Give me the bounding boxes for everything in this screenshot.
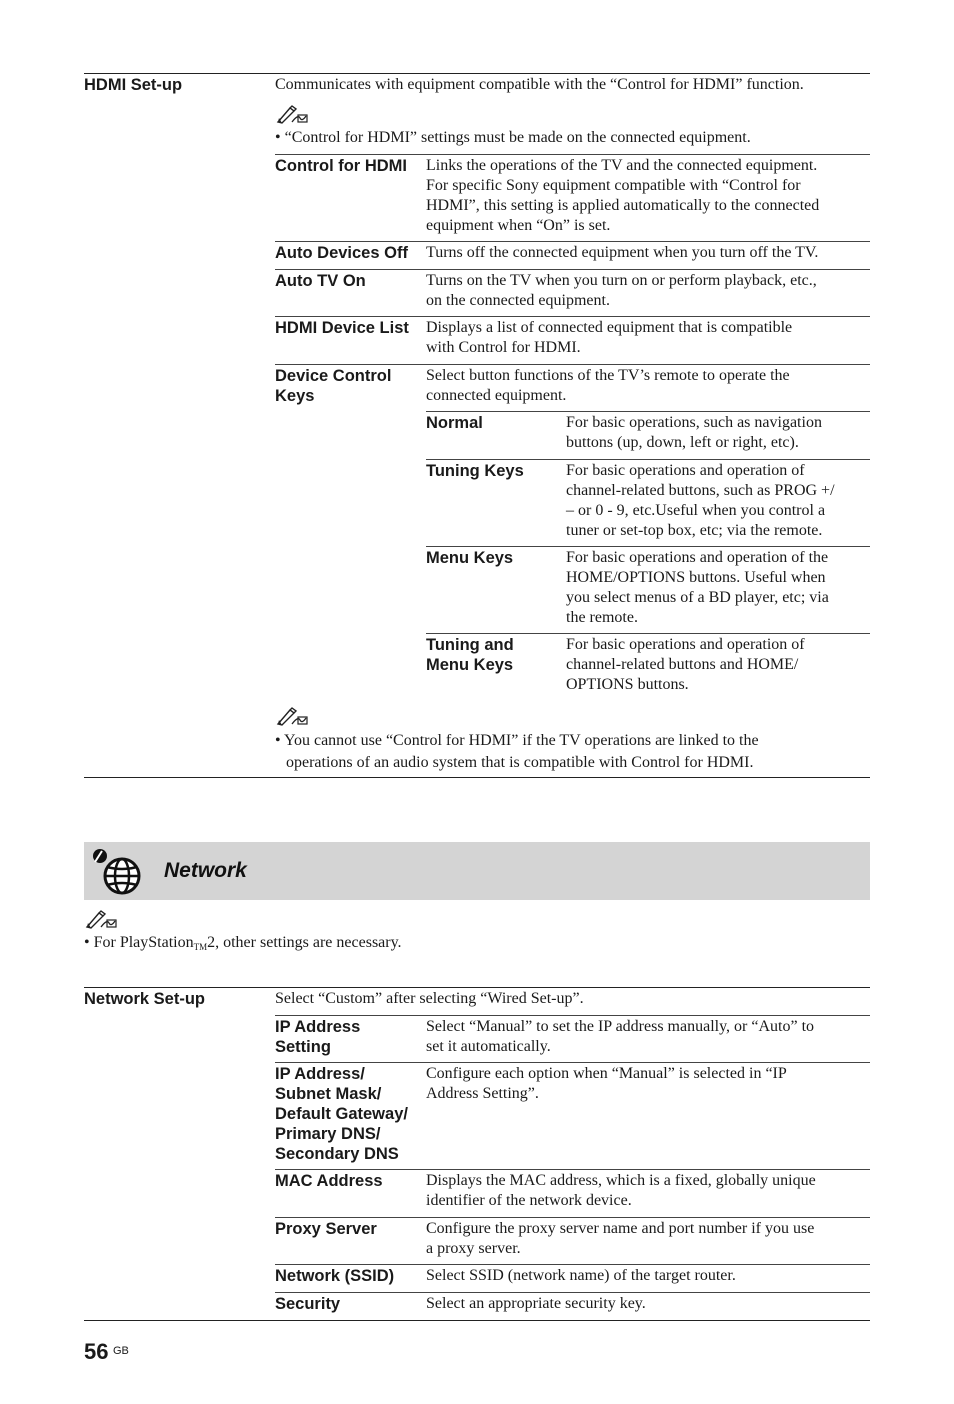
trademark-sub: TM [193,942,208,952]
desc-line: on the connected equipment. [426,292,610,309]
row-divider [275,1264,870,1265]
row-divider [275,154,870,155]
label-normal: Normal [426,414,483,432]
label-line: Keys [275,387,315,405]
row-divider [275,1217,870,1218]
label-hdmi-device-list: HDMI Device List [275,319,409,337]
hdmi-note-1: • “Control for HDMI” settings must be made on the connected equipment. [275,129,751,146]
desc-line: the remote. [566,609,638,626]
desc-line: Displays the MAC address, which is a fixed, globally unique [426,1172,816,1189]
desc-tuning-and-menu-keys [566,635,805,695]
label-line: Default Gateway/ [275,1105,408,1123]
desc-line: Turns on the TV when you turn on or perform playback, etc., [426,272,817,289]
hdmi-top-rule [84,73,870,74]
label-ip-address-setting [275,1017,360,1057]
desc-line: HDMI”, this setting is applied automatically to the connected [426,197,820,214]
desc-line: HOME/OPTIONS buttons. Useful when [566,569,826,586]
label-ip-subnet-gateway-dns [275,1064,408,1164]
network-bottom-rule [84,1320,870,1321]
desc-line: Links the operations of the TV and the connected equipment. [426,157,818,174]
desc-auto-tv-on [426,271,817,311]
label-line: Tuning and [426,636,514,654]
note-pencil-icon [85,909,119,929]
hdmi-bottom-rule [84,777,870,778]
desc-line: – or 0 - 9, etc.Useful when you control a [566,502,826,519]
desc-line: equipment when “On” is set. [426,217,611,234]
network-setup-label: Network Set-up [84,990,206,1008]
subrow-divider [426,459,870,460]
desc-line: tuner or set-top box, etc; via the remote. [566,522,823,539]
desc-security: Select an appropriate security key. [426,1295,646,1312]
desc-line: Select button functions of the TV’s remote to operate the [426,367,790,384]
row-divider [275,1169,870,1170]
note-text: 2, other settings are necessary. [207,934,402,951]
label-line: Subnet Mask/ [275,1085,382,1103]
desc-line: For basic operations and operation of the [566,549,829,566]
desc-hdmi-device-list [426,318,792,358]
desc-line: set it automatically. [426,1038,551,1055]
desc-auto-devices-off: Turns off the connected equipment when you turn off the TV. [426,244,819,261]
row-divider [275,1292,870,1293]
network-note [84,933,402,957]
row-divider [275,269,870,270]
desc-line: buttons (up, down, left or right, etc). [566,434,799,451]
desc-menu-keys [566,548,829,628]
label-tuning-and-menu-keys [426,635,514,675]
label-network-ssid: Network (SSID) [275,1267,395,1285]
network-section-banner [84,842,870,900]
desc-tuning-keys [566,461,835,541]
note-line: operations of an audio system that is compatible with Control for HDMI. [286,754,754,771]
label-proxy-server: Proxy Server [275,1220,377,1238]
label-auto-devices-off: Auto Devices Off [275,244,408,262]
desc-line: channel-related buttons, such as PROG +/ [566,482,835,499]
row-divider [275,316,870,317]
label-control-for-hdmi: Control for HDMI [275,157,407,175]
desc-line: OPTIONS buttons. [566,676,689,693]
note-pencil-icon [276,104,310,124]
label-line: Setting [275,1038,331,1056]
row-divider [275,1015,870,1016]
row-divider [275,241,870,242]
desc-line: For basic operations, such as navigation [566,414,822,431]
desc-line: you select menus of a BD player, etc; via [566,589,829,606]
subrow-divider [426,546,870,547]
network-top-rule [84,987,870,988]
desc-ip-address-setting [426,1017,814,1057]
page-region-code: GB [113,1345,129,1357]
desc-line: Address Setting”. [426,1085,539,1102]
desc-network-ssid: Select SSID (network name) of the target router. [426,1267,736,1284]
note-line: • You cannot use “Control for HDMI” if the TV operations are linked to the [275,732,759,749]
desc-line: connected equipment. [426,387,567,404]
hdmi-setup-label: HDMI Set-up [84,76,183,94]
desc-line: channel-related buttons and HOME/ [566,656,799,673]
desc-line: Displays a list of connected equipment that is compatible [426,319,793,336]
desc-line: For specific Sony equipment compatible with “Control for [426,177,801,194]
page-number: 56 [84,1339,109,1364]
label-line: IP Address/ [275,1065,365,1083]
network-globe-icon [88,846,146,896]
label-line: IP Address [275,1018,361,1036]
desc-ip-subnet-gateway-dns [426,1064,787,1104]
desc-line: For basic operations and operation of [566,462,805,479]
label-line: Secondary DNS [275,1145,399,1163]
desc-control-for-hdmi [426,156,819,236]
subrow-divider [426,411,870,412]
label-security: Security [275,1295,341,1313]
network-section-title: Network [164,859,247,882]
desc-mac-address [426,1171,816,1211]
desc-normal [566,413,822,453]
desc-line: a proxy server. [426,1240,521,1257]
subrow-divider [426,633,870,634]
desc-line: Configure the proxy server name and port number if you use [426,1220,815,1237]
desc-proxy-server [426,1219,814,1259]
note-pencil-icon [276,706,310,726]
desc-line: identifier of the network device. [426,1192,632,1209]
label-tuning-keys: Tuning Keys [426,462,524,480]
label-auto-tv-on: Auto TV On [275,272,366,290]
desc-line: Select “Manual” to set the IP address manually, or “Auto” to [426,1018,815,1035]
note-text: • For PlayStation [84,934,194,951]
desc-line: Configure each option when “Manual” is selected in “IP [426,1065,787,1082]
desc-device-control-keys [426,366,790,406]
label-mac-address: MAC Address [275,1172,383,1190]
hdmi-intro: Communicates with equipment compatible with the “Control for HDMI” function. [275,76,804,93]
desc-line: For basic operations and operation of [566,636,805,653]
label-line: Primary DNS/ [275,1125,381,1143]
network-intro: Select “Custom” after selecting “Wired Set-up”. [275,990,584,1007]
desc-line: with Control for HDMI. [426,339,581,356]
row-divider [275,364,870,365]
label-line: Device Control [275,367,392,385]
label-menu-keys: Menu Keys [426,549,514,567]
row-divider [275,1062,870,1063]
label-device-control-keys [275,366,391,406]
hdmi-note-2 [275,731,759,773]
label-line: Menu Keys [426,656,514,674]
